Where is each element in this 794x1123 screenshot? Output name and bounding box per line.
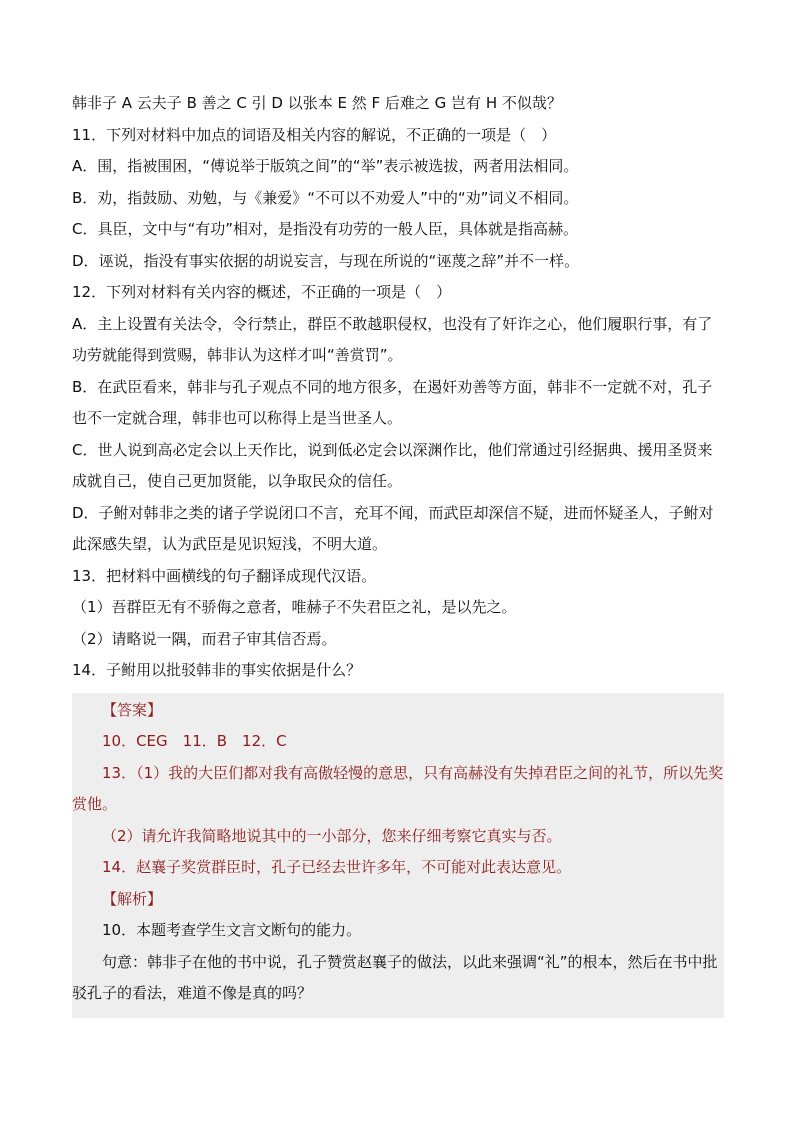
question-12-option-b: B．在武臣看来，韩非与孔子观点不同的地方很多，在遏奸劝善等方面，韩非不一定就不对，孔子也不一定就合理，韩非也可以称得上是当世圣人。 bbox=[72, 377, 713, 427]
answer-13-part-2: （2）请允许我简略地说其中的一小部分，您来仔细考察它真实与否。 bbox=[102, 826, 562, 845]
question-11-option-a: A．围，指被围困，“傅说举于版筑之间”的“举”表示被选拔，两者用法相同。 bbox=[72, 157, 579, 175]
question-12-title: 12．下列对材料有关内容的概述，不正确的一项是（ ） bbox=[72, 283, 452, 301]
answer-section bbox=[72, 693, 724, 1018]
analysis-heading: 【解析】 bbox=[102, 889, 163, 908]
question-13-item-2: （2）请略说一隅，而君子审其信否焉。 bbox=[72, 629, 337, 648]
question-12-option-d: D．子鲋对韩非之类的诸子学说闭口不言，充耳不闻，而武臣却深信不疑，进而怀疑圣人，子鲋对此深感失望，认为武臣是见识短浅，不明大道。 bbox=[72, 503, 714, 553]
question-11-option-b: B．劝，指鼓励、劝勉，与《兼爱》“不可以不劝爱人”中的“劝”词义不相同。 bbox=[72, 188, 579, 207]
document-page bbox=[72, 88, 724, 1018]
punctuation-question-line: 韩非子 A 云夫子 B 善之 C 引 D 以张本 E 然 F 后难之 G 岂有 H 不似哉？ bbox=[72, 94, 562, 112]
analysis-sentence-meaning: 句意：韩非子在他的书中说，孔子赞赏赵襄子的做法，以此来强调“礼”的根本，然后在书中批驳孔子的看法，难道不像是真的吗？ bbox=[72, 952, 718, 1002]
answer-heading: 【答案】 bbox=[102, 700, 163, 719]
question-13-item-1: （1）吾群臣无有不骄侮之意者，唯赫子不失君臣之礼，是以先之。 bbox=[72, 598, 517, 616]
answer-14: 14．赵襄子奖赏群臣时，孔子已经去世许多年，不可能对此表达意见。 bbox=[102, 858, 572, 876]
question-12-option-c: C．世人说到高必定会以上天作比，说到低必定会以深渊作比，他们常通过引经据典、援用圣贤来成就自己，使自己更加贤能，以争取民众的信任。 bbox=[72, 440, 713, 490]
analysis-10: 10．本题考查学生文言文断句的能力。 bbox=[102, 921, 362, 939]
question-11-title: 11．下列对材料中加点的词语及相关内容的解说，不正确的一项是（ ） bbox=[72, 125, 557, 144]
question-13-title: 13．把材料中画横线的句子翻译成现代汉语。 bbox=[72, 566, 377, 585]
answer-13-part-1: 13．（1）我的大臣们都对我有高傲轻慢的意思，只有高赫没有失掉君臣之间的礼节，所以先奖赏他。 bbox=[72, 763, 724, 813]
question-11-option-d: D．诬说，指没有事实依据的胡说妄言，与现在所说的“诬蔑之辞”并不一样。 bbox=[72, 251, 580, 270]
question-12-option-a: A．主上设置有关法令，令行禁止，群臣不敢越职侵权，也没有了奸诈之心，他们履职行事，有了功劳就能得到赏赐，韩非认为这样才叫“善赏罚”。 bbox=[72, 314, 713, 364]
answer-choices: 10．CEG 11．B 12．C bbox=[102, 732, 287, 750]
question-11-option-c: C．具臣，文中与“有功”相对，是指没有功劳的一般人臣，具体就是指高赫。 bbox=[72, 220, 579, 238]
question-14-title: 14．子鲋用以批驳韩非的事实依据是什么？ bbox=[72, 661, 362, 679]
